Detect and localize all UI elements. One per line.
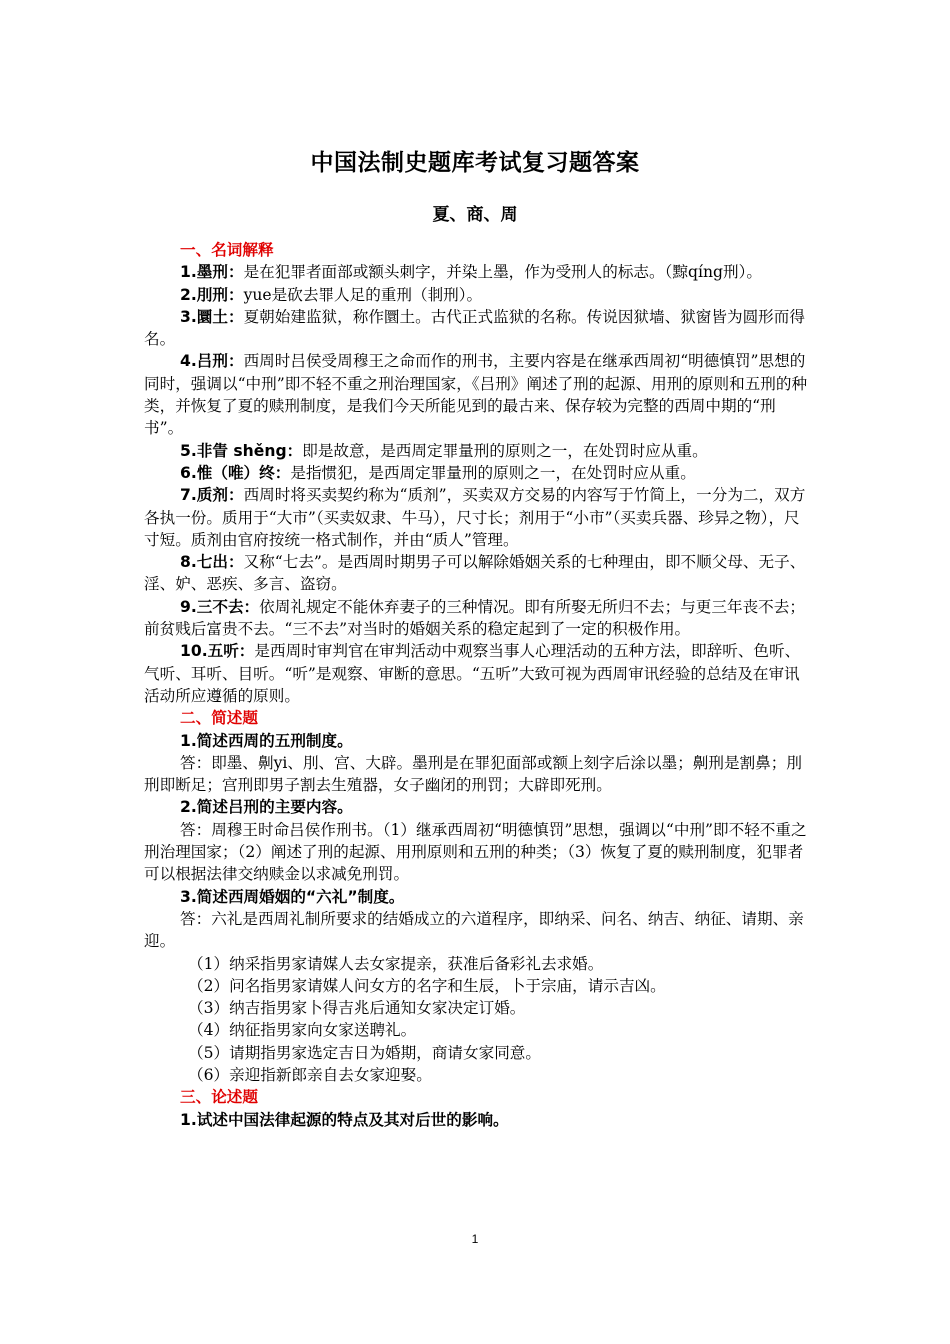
list-item: （6）亲迎指新郎亲自去女家迎娶。 [188,1065,432,1084]
list-item: （5）请期指男家选定吉日为婚期，商请女家同意。 [188,1043,541,1062]
term-entry [144,306,812,351]
term-head: 5.非眚 shěng： [180,441,303,460]
term-head: 6.惟（唯）终： [180,463,291,482]
term-head: 8.七出： [180,553,244,572]
term-head: 7.质剂： [180,486,244,505]
term-text: 夏朝始建监狱，称作圜土。古代正式监狱的名称。传说因狱墙、狱窗皆为圆形而得名。 [144,307,805,349]
question: 3.简述西周婚姻的“六礼”制度。 [180,887,405,906]
term-entry [144,350,812,439]
term-text: 是指惯犯，是西周定罪量刑的原则之一，在处罚时应从重。 [290,463,696,482]
section-heading: 二、简述题 [180,709,258,728]
term-entry [144,551,812,596]
answer: 答：周穆王时命吕侯作刑书。（1）继承西周初“明德慎罚”思想，强调以“中刑”即不轻不重之刑治理国家；（2）阐述了刑的起源、用刑原则和五刑的种类；（3）恢复了夏的赎刑制度，犯罪者可以根据法律交纳赎金以求减免刑罚。 [144,820,807,884]
term-text: 西周时吕侯受周穆王之命而作的刑书，主要内容是在继承西周初“明德慎罚”思想的同时，强调以“中刑”即不轻不重之刑治理国家，《吕刑》阐述了刑的起源、用刑的原则和五刑的种类，并恢复了夏的赎刑制度，是我们今天所能见到的最古来、保存较为完整的西周中期的“刑书”。 [144,352,808,438]
list-item: （2）问名指男家请媒人问女方的名字和生辰，卜于宗庙，请示吉凶。 [188,976,666,995]
term-text: 是在犯罪者面部或额头刺字，并染上墨，作为受刑人的标志。（黥qíng刑）。 [243,263,762,282]
term-text: 是西周时审判官在审判活动中观察当事人心理活动的五种方法，即辞听、色听、气听、耳听、目听。“听”是观察、审断的意思。“五听”大致可视为西周审讯经验的总结及在审讯活动所应遵循的原则。 [144,642,801,705]
term-head: 9.三不去： [180,597,260,616]
term-text: 即是故意，是西周定罪量刑的原则之一，在处罚时应从重。 [302,441,708,460]
term-text: 依周礼规定不能休弃妻子的三种情况。即有所娶无所归不去；与更三年丧不去；前贫贱后富贵不去。“三不去”对当时的婚姻关系的稳定起到了一定的积极作用。 [144,597,805,639]
term-entry [144,484,812,551]
term-entry [144,440,812,462]
answer: 答：六礼是西周礼制所要求的结婚成立的六道程序，即纳采、问名、纳吉、纳征、请期、亲迎。 [144,909,804,951]
answer: 答：即墨、劓yi、刖、宫、大辟。墨刑是在罪犯面部或额上刻字后涂以墨；劓刑是割鼻；刖刑即断足；宫刑即男子割去生殖器，女子幽闭的刑罚；大辟即死刑。 [144,753,802,795]
term-text: 又称“七去”。是西周时期男子可以解除婚姻关系的七种理由，即不顺父母、无子、淫、妒、恶疾、多言、盗窃。 [144,553,806,594]
term-text: yue是砍去罪人足的重刑（剕刑）。 [243,285,483,304]
page-number: 1 [471,1232,479,1246]
page-title: 中国法制史题库考试复习题答案 [310,150,640,176]
term-entry [144,284,812,306]
question: 2.简述吕刑的主要内容。 [180,798,353,817]
term-head: 1.墨刑： [180,263,244,282]
term-head: 3.圜土： [180,307,244,326]
section-heading: 一、名词解释 [180,241,274,259]
list-item: （1）纳采指男家请媒人去女家提亲，获准后备彩礼去求婚。 [188,954,604,973]
term-entry [144,462,812,484]
list-item: （4）纳征指男家向女家送聘礼。 [188,1021,417,1040]
term-entry [144,261,812,283]
term-text: 西周时将买卖契约称为“质剂”，买卖双方交易的内容写于竹简上，一分为二，双方各执一份。质用于“大市”（买卖奴隶、牛马），尺寸长；剂用于“小市”（买卖兵器、珍异之物），尺寸短。质剂由官府按统一格式制作，并由“质人”管理。 [144,486,806,549]
page-subtitle: 夏、商、周 [432,205,518,225]
question: 1.简述西周的五刑制度。 [180,731,353,750]
document-body [144,239,812,1131]
term-head: 10.五听： [180,642,255,661]
term-entry [144,640,812,707]
term-head: 4.吕刑： [180,352,244,371]
term-head: 2.刖刑： [180,285,244,304]
section-heading: 三、论述题 [180,1088,258,1107]
term-entry [144,596,812,641]
list-item: （3）纳吉指男家卜得吉兆后通知女家决定订婚。 [188,999,526,1018]
question: 1.试述中国法律起源的特点及其对后世的影响。 [180,1110,509,1129]
